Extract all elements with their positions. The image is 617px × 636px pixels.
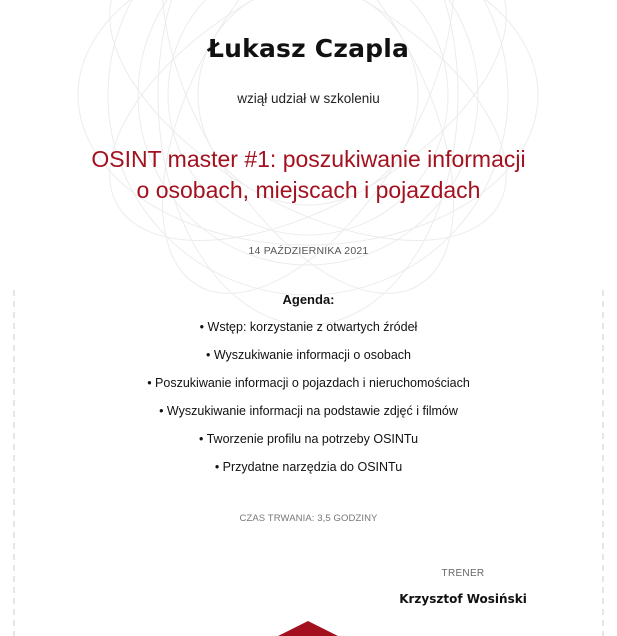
agenda-item: • Wyszukiwanie informacji na podstawie zdjęć i filmów	[159, 404, 458, 418]
agenda-item: • Poszukiwanie informacji o pojazdach i nieruchomościach	[147, 376, 470, 390]
agenda-item: • Tworzenie profilu na potrzeby OSINTu	[198, 432, 419, 446]
agenda-item: • Wyszukiwanie informacji o osobach	[205, 348, 412, 362]
agenda-item: • Przydatne narzędzia do OSINTu	[214, 460, 403, 474]
bottom-red-badge	[278, 621, 338, 636]
agenda-list	[0, 318, 617, 486]
course-date: 14 PAŹDZIERNIKA 2021	[248, 245, 369, 257]
agenda-item: • Wstęp: korzystanie z otwartych źródeł	[199, 320, 418, 334]
trainer-block	[392, 568, 534, 606]
course-duration: CZAS TRWANIA: 3,5 GODZINY	[239, 513, 378, 524]
trainer-label: TRENER	[441, 568, 485, 579]
course-title	[0, 144, 617, 206]
participated-text: wziął udział w szkoleniu	[237, 91, 380, 106]
course-title-line-1: OSINT master #1: poszukiwanie informacji	[91, 146, 526, 172]
course-title-line-2: o osobach, miejscach i pojazdach	[136, 177, 481, 203]
participant-name: Łukasz Czapla	[207, 34, 410, 63]
trainer-name: Krzysztof Wosiński	[399, 592, 527, 606]
agenda-heading: Agenda:	[282, 292, 335, 307]
